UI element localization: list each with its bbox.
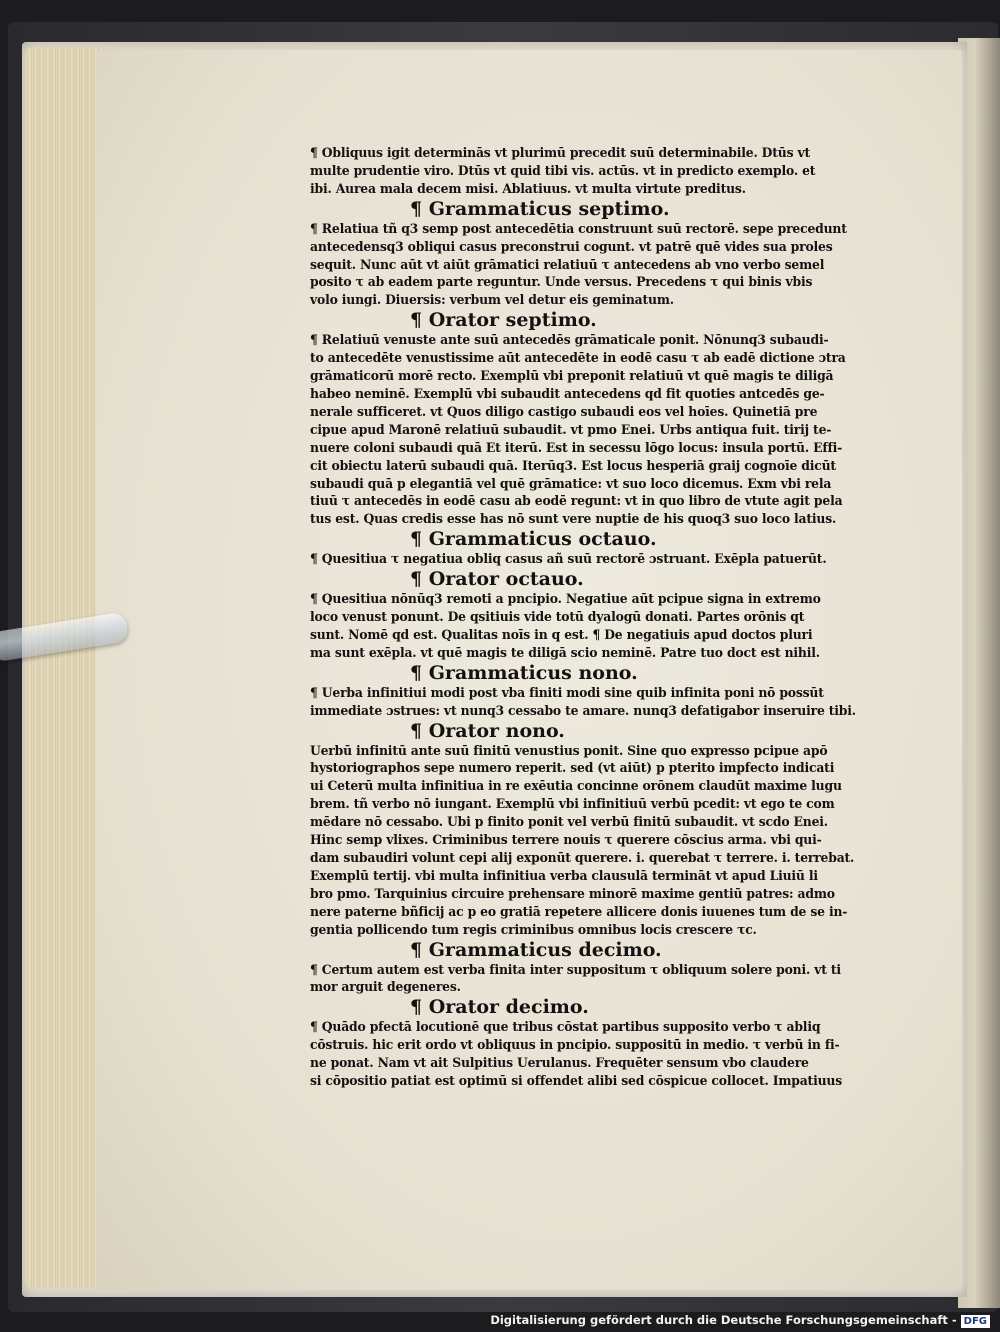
page-edges <box>26 48 106 1288</box>
text-line: mor arguit degeneres. <box>310 979 461 995</box>
text-line: grāmaticorū morē recto. Exemplū vbi preponit relatiuū vt quē magis te diligā <box>310 368 834 384</box>
text-line: posito τ ab eadem parte reguntur. Unde versus. Precedens τ qui binis vbis <box>310 274 813 290</box>
text-line: ne ponat. Nam vt ait Sulpitius Uerulanus. Frequēter sensum vbo claudere <box>310 1055 809 1071</box>
text-line: to antecedēte venustissime aūt antecedēte in eodē casu τ ab eadē dictione ɔtra <box>310 350 846 366</box>
section-heading: ¶ Grammaticus decimo. <box>410 938 662 961</box>
text-line: loco venust ponunt. De qsitiuis vide totū dyalogū donati. Partes orōnis qt <box>310 609 805 625</box>
text-line: gentia pollicendo tum regis criminibus omnibus locis crescere τc. <box>310 921 757 937</box>
text-line: ma sunt exēpla. vt quē magis te diligā scio neminē. Patre tuo doct est nihil. <box>310 644 820 660</box>
text-line: nuere coloni subaudi quā Et iterū. Est in secessu lōgo locus: insula portū. Effi- <box>310 439 843 455</box>
credit-text: Digitalisierung gefördert durch die Deutsche Forschungsgemeinschaft - <box>490 1313 957 1327</box>
section-heading: ¶ Orator nono. <box>410 719 565 742</box>
digitization-credit <box>490 1313 990 1328</box>
text-line: habeo neminē. Exemplū vbi subaudit antecedens qd fit quoties antcedēs ge- <box>310 385 825 401</box>
text-line: hystoriographos sepe numero reperit. sed (vt aiūt) p pterito impfecto indicati <box>310 760 835 776</box>
text-line: nere paterne bñficij ac p eo gratiā repetere allicere donis iuuenes tum de se in- <box>310 903 848 919</box>
text-line: sequit. Nunc aūt vt aiūt grāmatici relatiuū τ antecedens ab vno verbo semel <box>310 256 825 272</box>
section-heading: ¶ Orator decimo. <box>410 996 589 1019</box>
dfg-logo: DFG <box>961 1315 990 1328</box>
text-line: cōstruis. hic erit ordo vt obliquus in pncipio. suppositū in medio. τ verbū in fi- <box>310 1037 840 1053</box>
text-line: multe prudentie viro. Dtūs vt quid tibi vis. actūs. vt in predicto exemplo. et <box>310 162 816 178</box>
text-line: sunt. Nomē qd est. Qualitas noīs in q est. ¶ De negatiuis apud doctos pluri <box>310 626 813 642</box>
text-line: Uerbū infinitū ante suū finitū venustius ponit. Sine quo expresso pcipue apō <box>310 742 828 758</box>
text-line: ibi. Aurea mala decem misi. Ablatiuus. vt multa virtute preditus. <box>310 180 746 196</box>
text-line: ¶ Obliquus igit determinās vt plurimū precedit suū determinabile. Dtūs vt <box>310 145 811 160</box>
text-line: volo iungi. Diuersis: verbum vel detur eis geminatum. <box>310 292 674 308</box>
text-line: subaudi quā p elegantiā vel quē grāmatice: vt suo loco dicemus. Exm vbi rela <box>310 475 832 491</box>
text-line: ui Ceterū multa infinitiua in re exēutia concinne orōnem claudūt maxime lugu <box>310 778 842 794</box>
text-line: ¶ Relatiuū venuste ante suū antecedēs grāmaticale ponit. Nōnunq3 subaudi- <box>310 332 829 348</box>
printed-text-block <box>310 144 920 1090</box>
text-line: ¶ Uerba infinitiui modi post vba finiti modi sine quib infinita poni nō possūt <box>310 684 824 700</box>
text-line: ¶ Quesitiua τ negatiua obliq casus añ suū rectorē ɔstruant. Exēpla patuerūt. <box>310 551 827 567</box>
text-line: Exemplū tertij. vbi multa infinitiua verba clausulā termināt vt apud Liuiū li <box>310 867 818 883</box>
text-line: immediate ɔstrues: vt nunq3 cessabo te amare. nunq3 defatigabor inseruire tibi. <box>310 702 856 718</box>
text-line: ¶ Quādo pfectā locutionē que tribus cōstat partibus supposito verbo τ abliq <box>310 1019 821 1035</box>
text-line: dam subaudiri volunt cepi alij exponūt querere. i. querebat τ terrere. i. terrebat. <box>310 850 855 865</box>
section-heading: ¶ Orator septimo. <box>410 309 597 332</box>
text-line: ¶ Certum autem est verba finita inter suppositum τ obliquum solere poni. vt ti <box>310 961 841 977</box>
text-line: nerale sufficeret. vt Quos diligo castigo subaudi eos vel hoīes. Quinetiā pre <box>310 403 818 419</box>
text-line: cipue apud Maronē relatiuū subaudit. vt pmo Enei. Urbs antiqua fuit. tirij te- <box>310 421 832 437</box>
section-heading: ¶ Grammaticus septimo. <box>410 197 670 220</box>
section-heading: ¶ Grammaticus nono. <box>410 661 638 684</box>
text-line: tus est. Quas credis esse has nō sunt vere nuptie de his quoq3 suo loco latius. <box>310 511 837 527</box>
section-heading: ¶ Orator octauo. <box>410 568 584 591</box>
text-line: antecedensq3 obliqui casus preconstrui cogunt. vt patrē quē vides sua proles <box>310 238 833 254</box>
text-line: cit obiectu laterū subaudi quā. Iterūq3. Est locus hesperiā graij cognoīe dicūt <box>310 457 836 473</box>
section-heading: ¶ Grammaticus octauo. <box>410 528 657 551</box>
text-line: ¶ Quesitiua nōnūq3 remoti a pncipio. Negatiue aūt pcipue signa in extremo <box>310 591 821 607</box>
text-line: mēdare nō cessabo. Ubi p finito ponit vel verbū finitū subaudit. vt scdo Enei. <box>310 814 828 830</box>
text-line: si cōpositio patiat est optimū si offendet alibi sed cōspicue collocet. Impatiuus <box>310 1073 842 1089</box>
text-line: ¶ Relatiua tñ q3 semp post antecedētia construunt suū rectorē. sepe precedunt <box>310 220 847 236</box>
text-line: bro pmo. Tarquinius circuire prehensare minorē maxime gentiū patres: admo <box>310 885 835 901</box>
text-line: brem. tñ verbo nō iungant. Exemplū vbi infinitiuū verbū pcedit: vt ego te com <box>310 796 835 812</box>
text-line: Hinc semp vlixes. Criminibus terrere nouis τ querere cōscius arma. vbi qui- <box>310 832 822 848</box>
text-line: tiuū τ antecedēs in eodē casu ab eodē regunt: vt in quo libro de vtute agit pela <box>310 493 843 509</box>
